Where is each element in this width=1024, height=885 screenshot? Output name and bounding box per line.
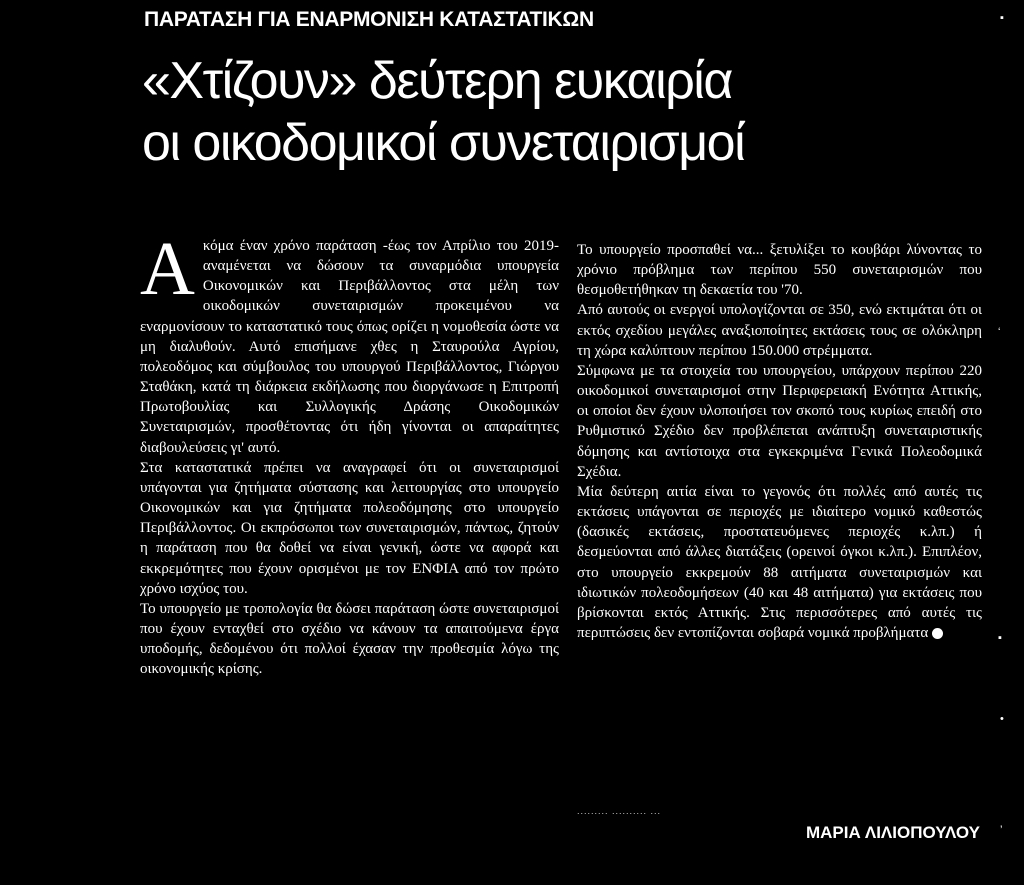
- paragraph: Στα καταστατικά πρέπει να αναγραφεί ότι οι συνεταιρισμοί υπάγονται για ζητήματα σύστασης και λειτουργίας στο υπουργείο Οικονομικών και για ζητήματα πολεοδόμησης στο υπουργείο Περιβάλλοντος. Οι εκπρόσωποι των συνεταιρισμών, πάντως, ζητούν η παράταση που θα δοθεί να είναι γενική, ώστε να αφορά και εκκρεμότητες που έχουν ορισμένοι με τον ΕΝΦΙΑ από τον πρώτο χρόνο ισχύος του.: [140, 459, 559, 597]
- drop-cap: Α: [140, 227, 195, 311]
- end-of-article-bullet-icon: [932, 628, 943, 639]
- headline: [142, 50, 1002, 174]
- byline: ΜΑΡΙΑ ΛΙΛΙΟΠΟΥΛΟΥ: [805, 823, 980, 842]
- paragraph: Σύμφωνα με τα στοιχεία του υπουργείου, υπάρχουν περίπου 220 οικοδομικοί συνεταιρισμοί στην Περιφερειακή Ενότητα Αττικής, οι οποίοι δεν έχουν υλοποιήσει τον σκοπό τους κυρίως επειδή στο Ρυθμιστικό Σχέδιο δεν προβλέπεται ανάπτυξη συνεταιριστικής δόμησης και αντίστοιχα στα εγκεκριμένα Γενικά Πολεοδομικά Σχέδια.: [577, 362, 982, 480]
- headline-line-2: οι οικοδομικοί συνεταιρισμοί: [142, 114, 745, 172]
- paragraph: Το υπουργείο προσπαθεί να... ξετυλίξει το κουβάρι λύνοντας το χρόνιο πρόβλημα των περίπου 550 συνεταιρισμών που θεσμοθετήθηκαν τη δεκαετία του '70.: [577, 242, 982, 299]
- headline-line-1: «Χτίζουν» δεύτερη ευκαιρία: [142, 52, 732, 110]
- paragraph-text: Μία δεύτερη αιτία είναι το γεγονός ότι πολλές από αυτές τις εκτάσεις υπάγονται σε περιοχές με ιδιαίτερο νομικό καθεστώς (δασικές εκτάσεις, προστατευόμενες περιοχές κ.λπ.) ή δεσμεύονται από άλλες διατάξεις (ορεινοί όγκοι κ.λπ.). Επιπλέον, στο υπουργείο εκκρεμούν 88 αιτήματα συνεταιρισμών και ιδιωτικών πολεοδομήσεων (40 και 48 αιτήματα) για εκτάσεις που βρίσκονται εκτός Αττικής. Στις περισσότερες από αυτές τις περιπτώσεις δεν εντοπίζονται σοβαρά νομικά προβλήματα: [577, 483, 982, 641]
- paragraph: [577, 482, 982, 643]
- margin-mark-icon: •: [1000, 713, 1004, 725]
- separator-dots: ......... .......... ...: [577, 806, 662, 816]
- margin-mark-icon: ’: [1000, 824, 1003, 836]
- paragraph-text: κόμα έναν χρόνο παράταση -έως τον Απρίλιο του 2019- αναμένεται να δώσουν τα συναρμόδια υπουργεία Οικονομικών και Περιβάλλοντος στα μέλη των οικοδομικών συνεταιρισμών προκειμένου να εναρμονίσουν το καταστατικό τους όπως ορίζει η νομοθεσία ώστε να μη διαλυθούν. Αυτό επισήμανε χθες η Σταυρούλα Αγρίου, πολεοδόμος και σύμβουλος του υπουργού Περιβάλλοντος, Γιώργου Σταθάκη, κατά τη διάρκεια εκδήλωσης που διοργάνωσε η Επιτροπή Πρωτοβουλίας και Συλλογικής Δράσης Οικοδομικών Συνεταιρισμών, προσθέτοντας ότι ήδη γίνονται οι απαραίτητες διαβουλεύσεις γι' αυτό.: [140, 238, 559, 456]
- margin-mark-icon: ▪: [998, 632, 1002, 644]
- article-column-right: [577, 240, 982, 643]
- margin-mark-icon: ▪: [1000, 12, 1004, 24]
- margin-mark-icon: ‘: [998, 326, 1001, 338]
- paragraph: Από αυτούς οι ενεργοί υπολογίζονται σε 350, ενώ εκτιμάται ότι οι εκτός σχεδίου μεγάλες αναξιοποίητες εκτάσεις τους σε ολόκληρη τη χώρα καλύπτουν περίπου 150.000 στρέμματα.: [577, 302, 982, 359]
- paragraph: Το υπουργείο με τροπολογία θα δώσει παράταση ώστε συνεταιρισμοί που έχουν ενταχθεί στο σχέδιο να κάνουν τα απαιτούμενα έργα υποδομής, δεδομένου ότι πολλοί έχασαν την προθεσμία λόγω της οικονομικής κρίσης.: [140, 600, 559, 678]
- paragraph: [140, 227, 559, 458]
- article-column-left: [140, 227, 559, 679]
- kicker: ΠΑΡΑΤΑΣΗ ΓΙΑ ΕΝΑΡΜΟΝΙΣΗ ΚΑΤΑΣΤΑΤΙΚΩΝ: [144, 8, 594, 31]
